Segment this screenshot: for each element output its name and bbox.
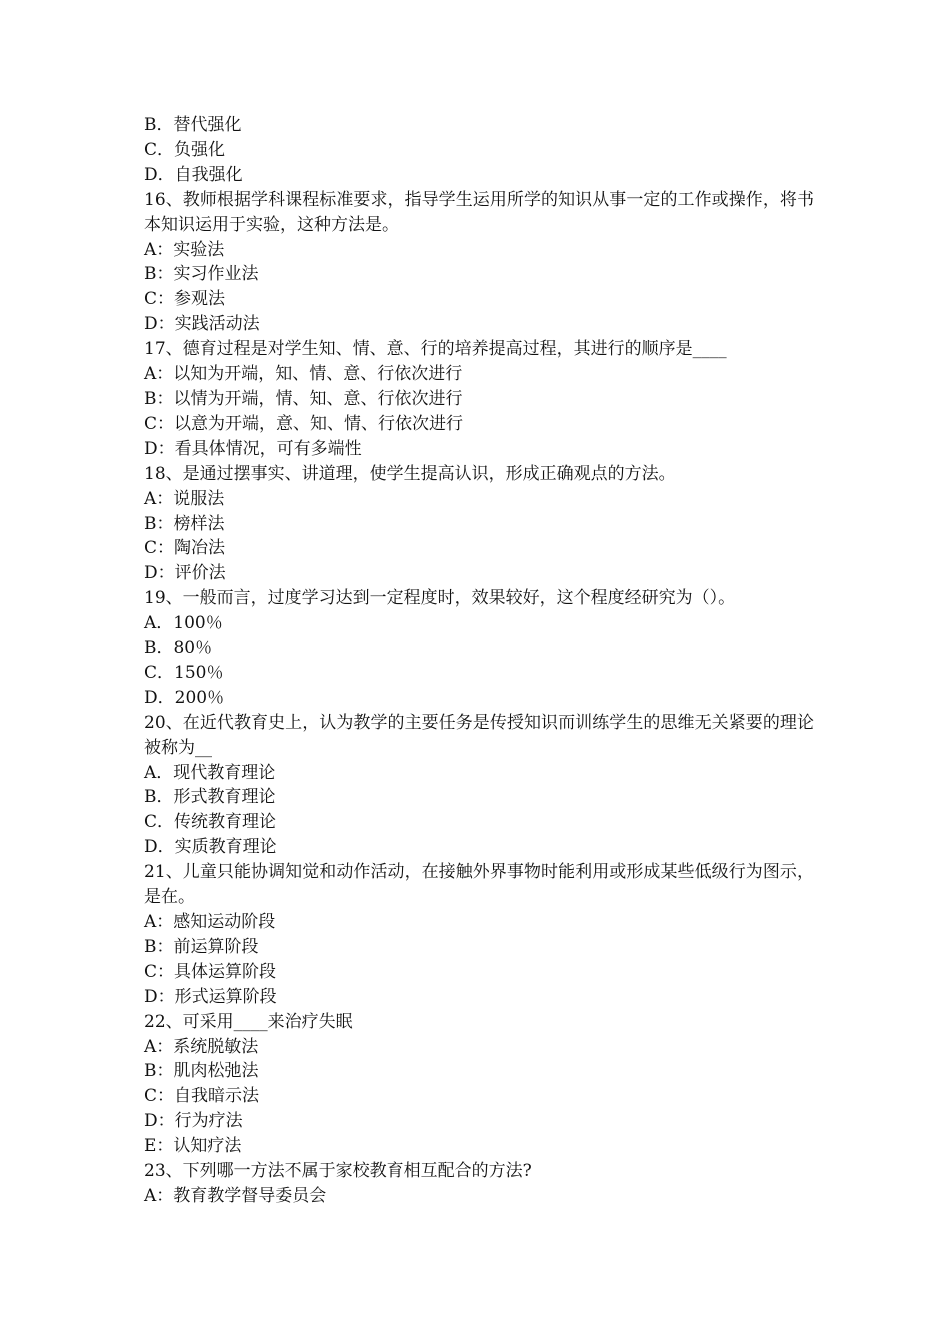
- option-22b: B：肌肉松弛法: [144, 1061, 259, 1082]
- option-22e: E：认知疗法: [144, 1136, 242, 1157]
- question-20: 20、在近代教育史上，认为教学的主要任务是传授知识而训练学生的思维无关紧要的理论被称为__: [144, 712, 814, 758]
- option-19d: D．200％: [144, 687, 225, 708]
- option-18b: B：榜样法: [144, 513, 225, 534]
- option-21b: B：前运算阶段: [144, 936, 259, 957]
- option-19c: C．150％: [144, 662, 224, 683]
- option-18c: C：陶冶法: [144, 538, 226, 559]
- option-20c: C．传统教育理论: [144, 812, 277, 833]
- option-18d: D：评价法: [144, 563, 226, 584]
- option-15d: D．自我强化: [144, 164, 243, 185]
- option-17d: D：看具体情况，可有多端性: [144, 438, 362, 459]
- option-16d: D：实践活动法: [144, 314, 260, 335]
- option-22c: C：自我暗示法: [144, 1086, 260, 1107]
- document-page: [144, 113, 814, 1209]
- option-20d: D．实质教育理论: [144, 837, 277, 858]
- question-22: 22、可采用____来治疗失眠: [144, 1011, 353, 1032]
- option-20a: A．现代教育理论: [144, 762, 276, 783]
- option-17c: C：以意为开端，意、知、情、行依次进行: [144, 413, 464, 434]
- question-21: 21、儿童只能协调知觉和动作活动，在接触外界事物时能利用或形成某些低级行为图示，是在。: [144, 862, 814, 908]
- option-15b: B．替代强化: [144, 115, 242, 135]
- option-21a: A：感知运动阶段: [144, 912, 276, 932]
- option-23a: A：教育教学督导委员会: [144, 1185, 327, 1206]
- option-16c: C：参观法: [144, 289, 226, 310]
- option-22d: D：行为疗法: [144, 1111, 243, 1132]
- option-19a: A．100％: [144, 613, 223, 634]
- option-20b: B．形式教育理论: [144, 787, 276, 808]
- question-17: 17、德育过程是对学生知、情、意、行的培养提高过程，其进行的顺序是____: [144, 339, 727, 360]
- option-17a: A：以知为开端，知、情、意、行依次进行: [144, 364, 463, 385]
- option-22a: A：系统脱敏法: [144, 1036, 259, 1057]
- option-21d: D：形式运算阶段: [144, 986, 277, 1007]
- option-17b: B：以情为开端，情、知、意、行依次进行: [144, 388, 463, 409]
- question-19: 19、一般而言，过度学习达到一定程度时，效果较好，这个程度经研究为（）。: [144, 588, 736, 609]
- option-19b: B．80％: [144, 638, 213, 659]
- option-16b: B：实习作业法: [144, 264, 259, 285]
- question-16: 16、教师根据学科课程标准要求，指导学生运用所学的知识从事一定的工作或操作，将书本知识运用于实验，这种方法是。: [144, 189, 814, 235]
- option-18a: A：说服法: [144, 488, 225, 509]
- option-16a: A：实验法: [144, 239, 225, 260]
- question-18: 18、是通过摆事实、讲道理，使学生提高认识，形成正确观点的方法。: [144, 463, 676, 484]
- option-21c: C：具体运算阶段: [144, 961, 277, 982]
- question-23: 23、下列哪一方法不属于家校教育相互配合的方法?: [144, 1161, 532, 1182]
- option-15c: C．负强化: [144, 139, 226, 160]
